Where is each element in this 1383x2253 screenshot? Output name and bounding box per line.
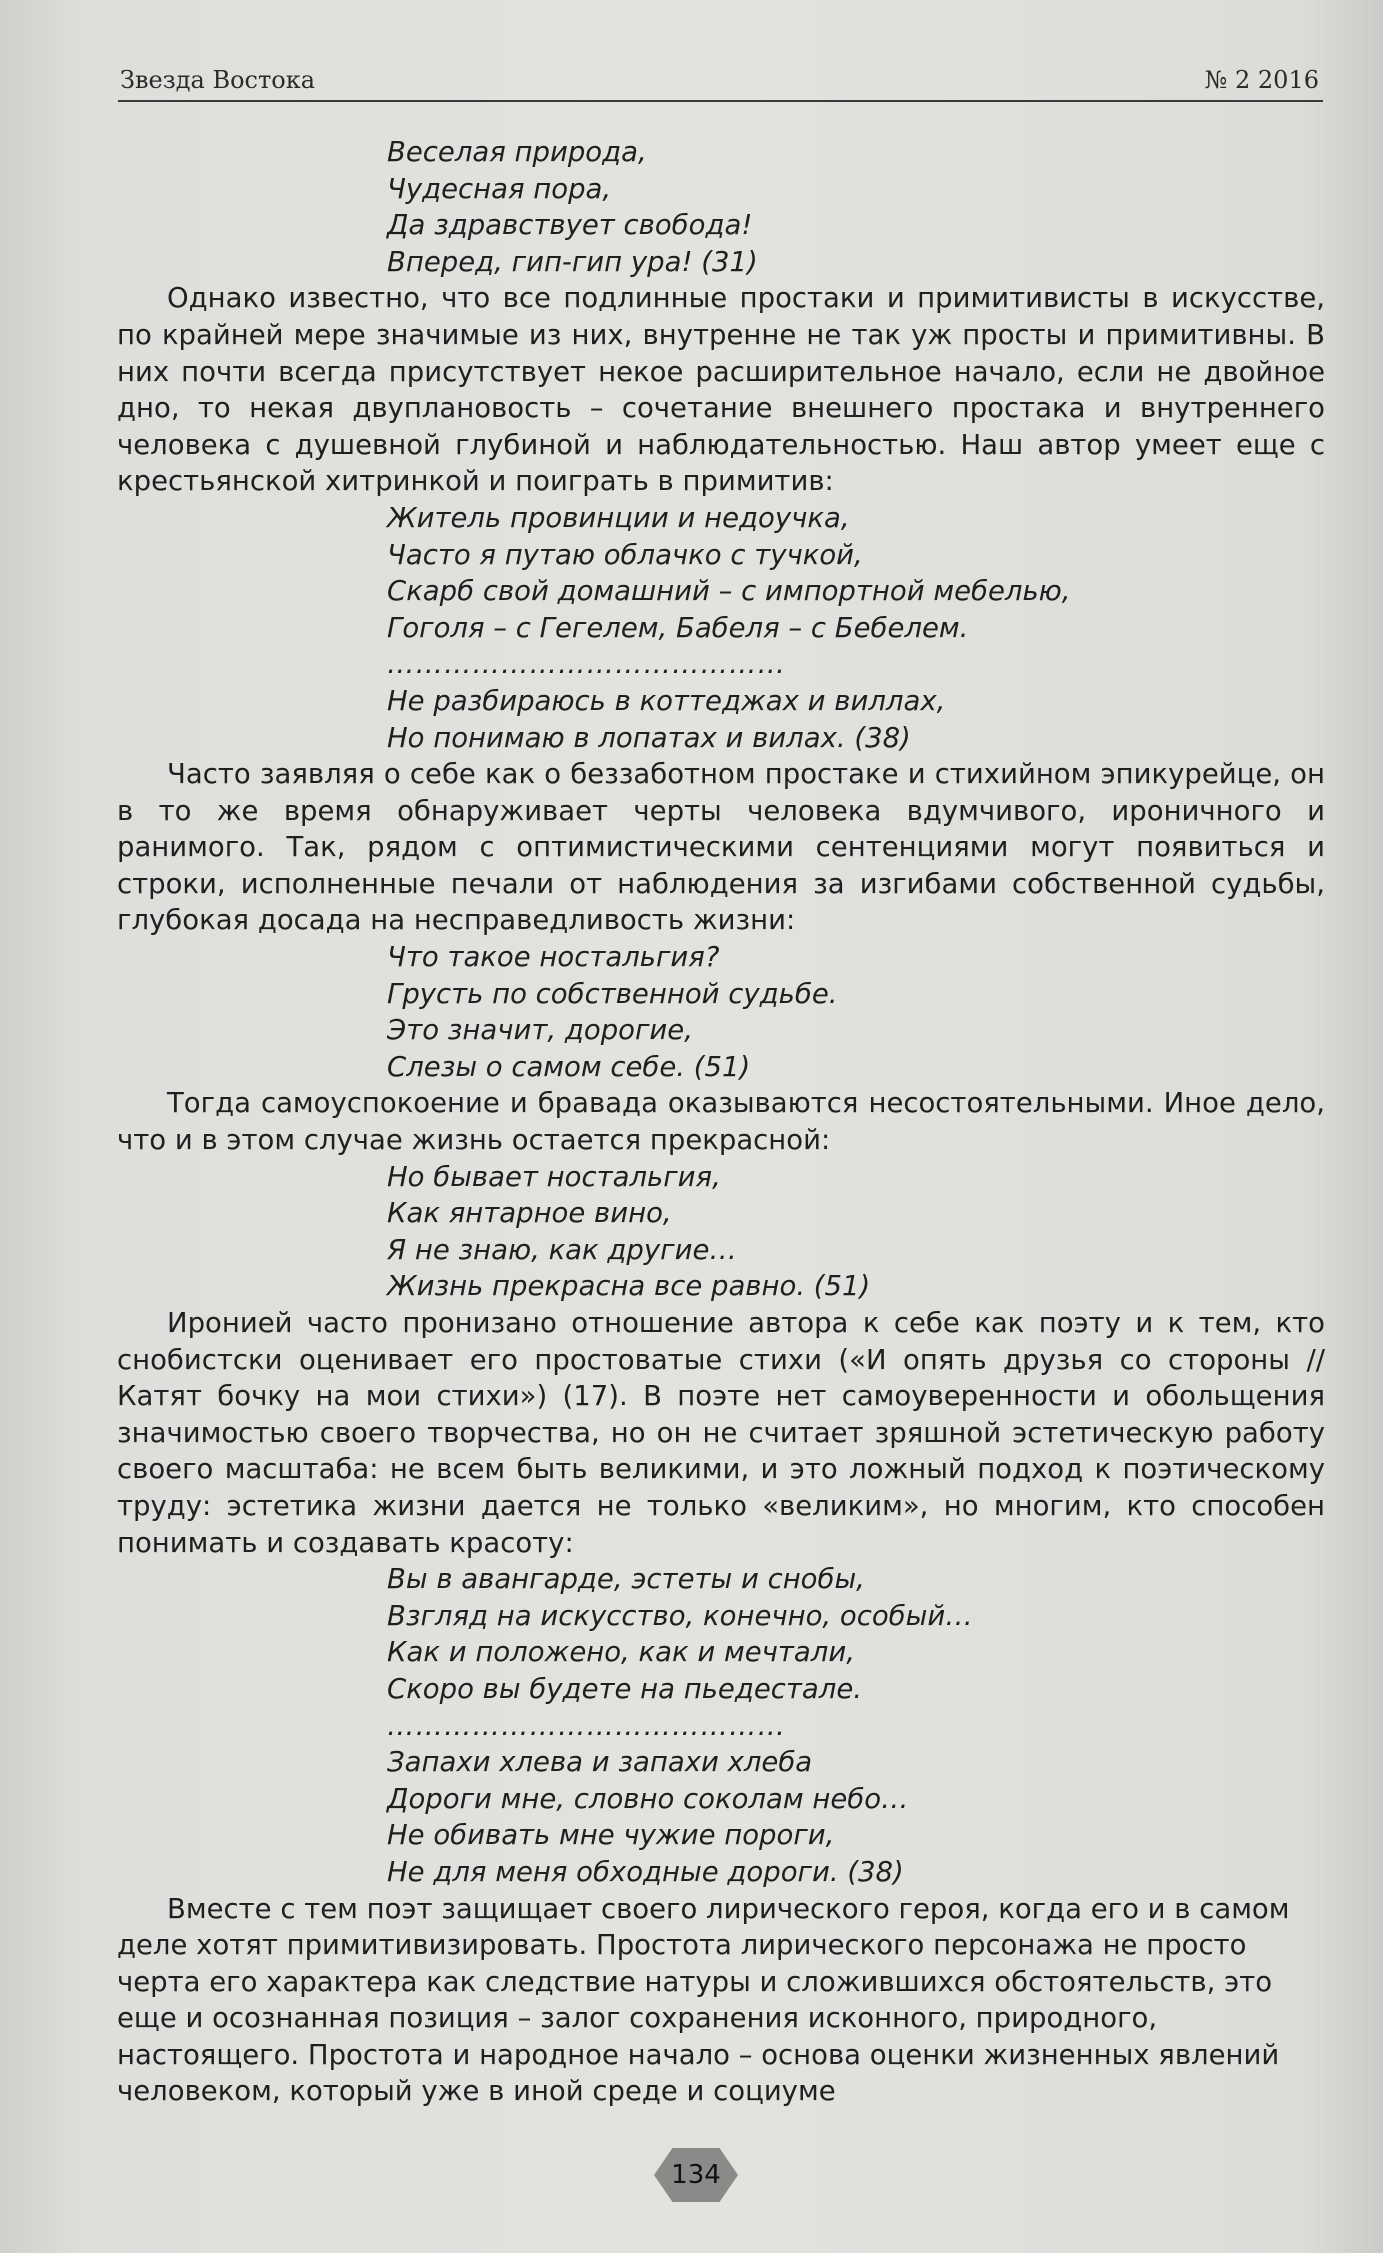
verse-block-2 bbox=[117, 500, 1325, 756]
running-header bbox=[118, 58, 1323, 102]
verse-line: Я не знаю, как другие… bbox=[387, 1233, 737, 1266]
verse-line: Но понимаю в лопатах и вилах. (38) bbox=[387, 721, 911, 754]
verse-line: Это значит, дорогие, bbox=[387, 1014, 693, 1047]
journal-title: Звезда Востока bbox=[120, 66, 316, 94]
paragraph-3: Тогда самоуспокоение и бравада оказываются несостоятельными. Иное дело, что и в этом случае жизнь остается прекрасной: bbox=[117, 1087, 1325, 1157]
paragraph-4: Иронией часто пронизано отношение автора к себе как поэту и к тем, кто снобистски оценивает его простоватые стихи («И опять друзья со стороны // Катят бочку на мои стихи») (17). В поэте нет самоуверенности и обольщения значимостью своего творчества, но он не считает зряшной эстетическую работу своего масштаба: не всем быть великими, и это ложный подход к поэтическому труду: эстетика жизни дается не только «великим», но многим, кто способен понимать и создавать красоту: bbox=[117, 1307, 1325, 1559]
verse-line: Запахи хлева и запахи хлеба bbox=[387, 1746, 813, 1779]
verse-line: Дороги мне, словно соколам небо… bbox=[387, 1782, 909, 1815]
verse-line: Гоголя – с Гегелем, Бабеля – с Бебелем. bbox=[387, 611, 969, 644]
paragraph-5: Вместе с тем поэт защищает своего лирического героя, когда его и в самом деле хотят примитивизировать. Простота лирического персонажа не просто черта его характера как следствие натуры и сложившихся обстоятельств, это еще и осознанная позиция – залог сохранения исконного, природного, настоящего. Простота и народное начало – основа оценки жизненных явлений человеком, который уже в иной среде и социуме bbox=[117, 1892, 1290, 2108]
issue-number: № 2 2016 bbox=[1204, 66, 1319, 94]
verse-line: Часто я путаю облачко с тучкой, bbox=[387, 538, 863, 571]
verse-line: Но бывает ностальгия, bbox=[387, 1160, 721, 1193]
verse-line: Что такое ностальгия? bbox=[387, 941, 720, 974]
verse-line: Скоро вы будете на пьедестале. bbox=[387, 1672, 863, 1705]
verse-line: Не разбираюсь в коттеджах и виллах, bbox=[387, 684, 946, 717]
verse-line: Веселая природа, bbox=[387, 136, 647, 168]
paragraph-2: Часто заявляя о себе как о беззаботном простаке и стихийном эпикурейце, он в то же время обнаруживает черты человека вдумчивого, ироничного и ранимого. Так, рядом с оптимистическими сентенциями могут появиться и строки, исполненные печали от наблюдения за изгибами собственной судьбы, глубокая досада на несправедливость жизни: bbox=[117, 758, 1325, 937]
verse-line: Не для меня обходные дороги. (38) bbox=[387, 1855, 904, 1888]
verse-line: Слезы о самом себе. (51) bbox=[387, 1050, 751, 1083]
verse-line: Жизнь прекрасна все равно. (51) bbox=[387, 1270, 871, 1303]
verse-line: …………………………………… bbox=[387, 1709, 786, 1742]
verse-line: Вперед, гип-гип ура! (31) bbox=[387, 245, 758, 278]
verse-line: Грусть по собственной судьбе. bbox=[387, 977, 838, 1010]
verse-block-3 bbox=[117, 939, 1325, 1085]
verse-line: Скарб свой домашний – с импортной мебелью, bbox=[387, 575, 1071, 608]
verse-block-4 bbox=[117, 1159, 1325, 1305]
paragraph-1: Однако известно, что все подлинные простаки и примитивисты в искусстве, по крайней мере значимые из них, внутренне не так уж просты и примитивны. В них почти всегда присутствует некое расширительное начало, если не двойное дно, то некая двуплановость – сочетание внешнего простака и внутреннего человека с душевной глубиной и наблюдательностью. Наш автор умеет еще с крестьянской хитринкой и поиграть в примитив: bbox=[117, 282, 1325, 498]
verse-line: Как и положено, как и мечтали, bbox=[387, 1636, 855, 1669]
verse-line: …………………………………… bbox=[387, 648, 786, 681]
article-body bbox=[117, 134, 1325, 2110]
page-number-text: 134 bbox=[671, 2160, 721, 2190]
verse-line: Чудесная пора, bbox=[387, 172, 612, 205]
verse-line: Не обивать мне чужие пороги, bbox=[387, 1819, 835, 1852]
verse-line: Да здравствует свобода! bbox=[387, 209, 753, 242]
verse-line: Вы в авангарде, эстеты и снобы, bbox=[387, 1563, 865, 1596]
page-number bbox=[654, 2148, 738, 2202]
verse-line: Житель провинции и недоучка, bbox=[387, 501, 850, 534]
verse-block-1 bbox=[117, 134, 1325, 280]
verse-block-5 bbox=[117, 1561, 1325, 1890]
verse-line: Взгляд на искусство, конечно, особый… bbox=[387, 1599, 973, 1632]
verse-line: Как янтарное вино, bbox=[387, 1197, 672, 1230]
